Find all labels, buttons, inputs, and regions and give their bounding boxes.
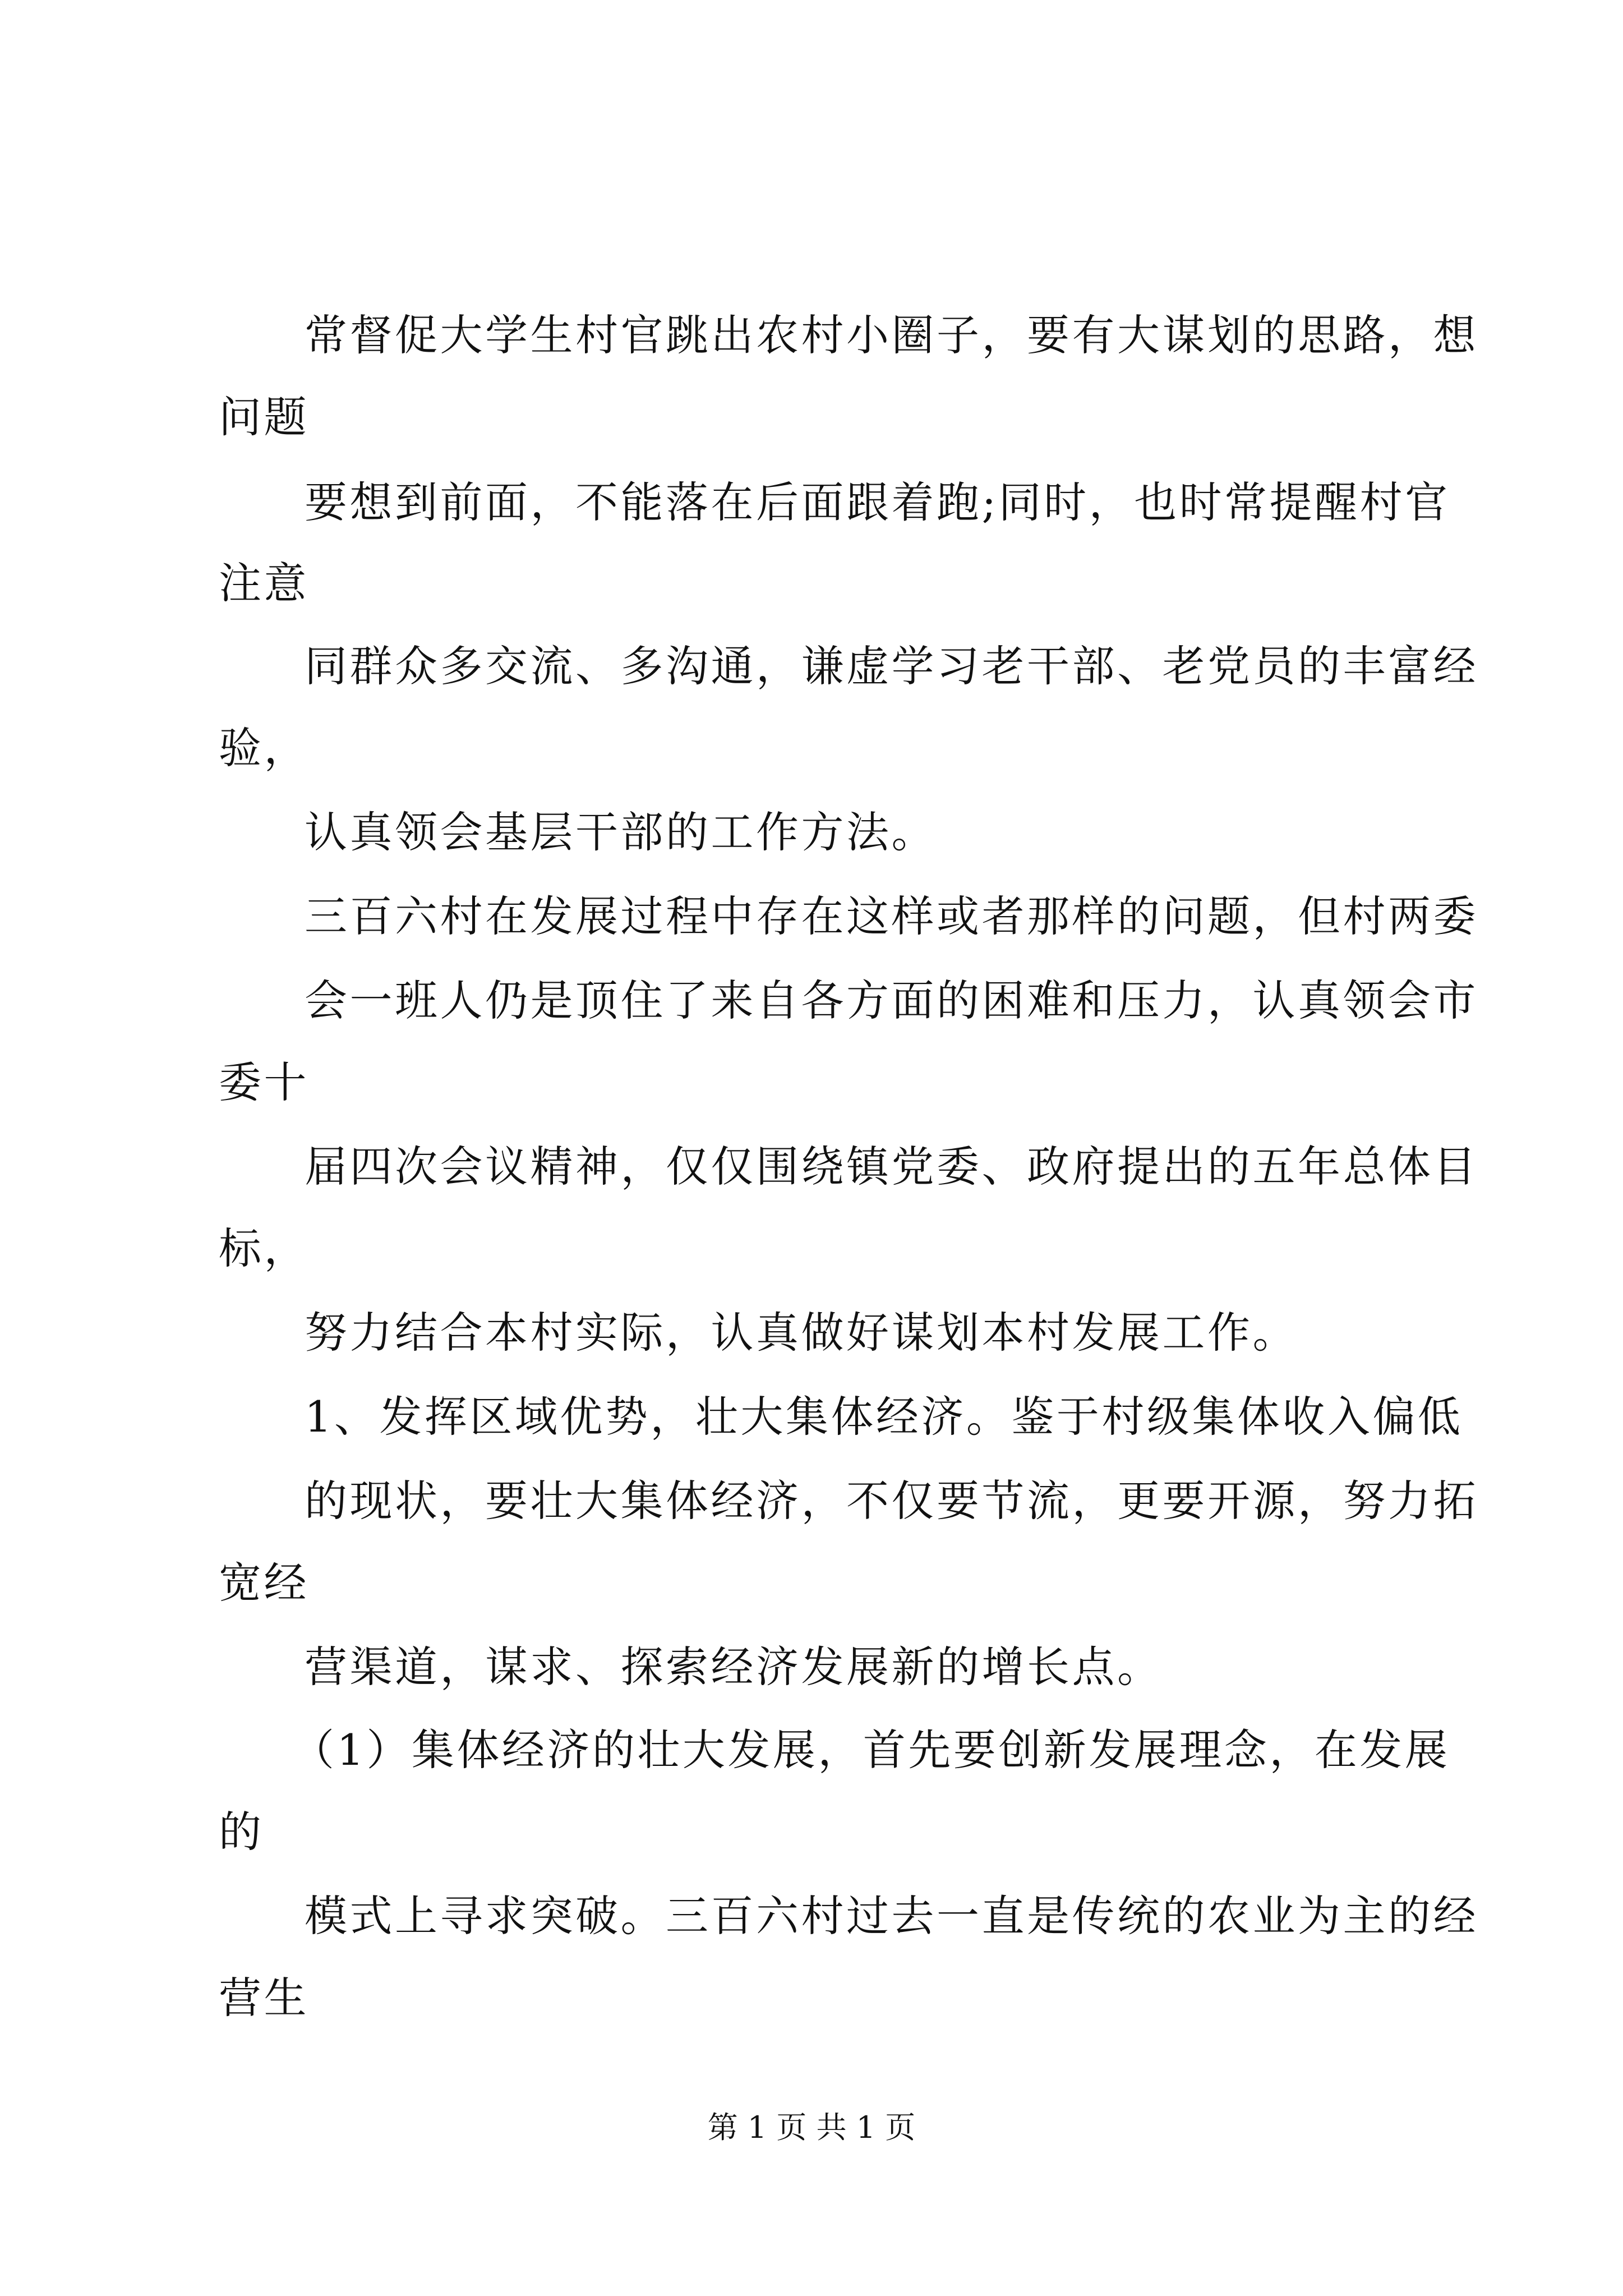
page-number-footer: 第 1 页 共 1 页	[707, 2110, 916, 2145]
text-line: 营渠道，谋求、探索经济发展新的增长点。	[305, 1642, 1163, 1692]
text-line: 委十	[219, 1057, 309, 1107]
text-line: 标，	[219, 1223, 309, 1273]
text-line: 问题	[219, 392, 309, 442]
text-line: 注意	[219, 558, 309, 608]
text-line: 届四次会议精神，仅仅围绕镇党委、政府提出的五年总体目	[305, 1142, 1478, 1191]
text-line: 营生	[219, 1973, 309, 2023]
text-line: 要想到前面，不能落在后面跟着跑;同时，也时常提醒村官	[305, 477, 1450, 527]
text-line: 1、发挥区域优势，壮大集体经济。鉴于村级集体收入偏低	[305, 1392, 1463, 1442]
text-line: 的现状，要壮大集体经济，不仅要节流，更要开源，努力拓	[305, 1476, 1478, 1526]
text-line: 认真领会基层干部的工作方法。	[305, 807, 937, 857]
text-line: （1）集体经济的壮大发展，首先要创新发展理念，在发展	[292, 1725, 1450, 1775]
text-line: 模式上寻求突破。三百六村过去一直是传统的农业为主的经	[305, 1891, 1478, 1941]
text-line: 会一班人仍是顶住了来自各方面的困难和压力，认真领会市	[305, 976, 1478, 1025]
text-line: 同群众多交流、多沟通，谦虚学习老干部、老党员的丰富经	[305, 641, 1478, 691]
text-line: 宽经	[219, 1558, 309, 1608]
text-line: 的	[219, 1807, 264, 1857]
text-line: 常督促大学生村官跳出农村小圈子，要有大谋划的思路，想	[305, 310, 1478, 360]
text-line: 三百六村在发展过程中存在这样或者那样的问题，但村两委	[305, 891, 1478, 941]
text-line: 努力结合本村实际，认真做好谋划本村发展工作。	[305, 1308, 1298, 1358]
text-line: 验，	[219, 723, 309, 773]
